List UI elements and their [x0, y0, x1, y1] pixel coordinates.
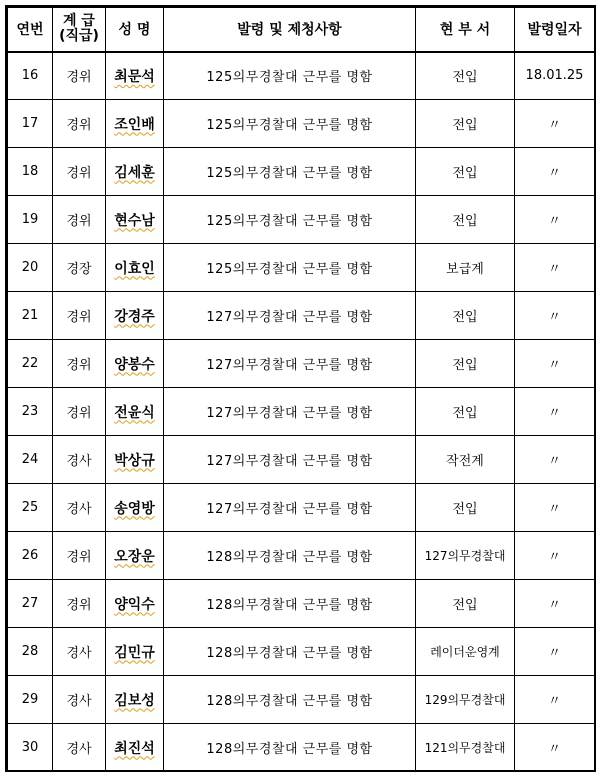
cell-name-text: 현수남 [114, 212, 155, 229]
cell-name-text: 김세훈 [114, 164, 155, 181]
table-row [8, 532, 595, 580]
cell-order-text: 127의무경찰대 근무를 명함 [206, 406, 373, 421]
cell-date [515, 436, 595, 484]
cell-order-text: 127의무경찰대 근무를 명함 [206, 310, 373, 325]
cell-order-text: 125의무경찰대 근무를 명함 [206, 262, 373, 277]
table-row [8, 628, 595, 676]
cell-rank: 경위 [53, 292, 106, 340]
header-order: 발령 및 제청사항 [164, 8, 416, 52]
cell-order [164, 628, 416, 676]
cell-date-text: 18.01.25 [525, 68, 584, 84]
header-row [8, 8, 595, 52]
cell-name-text: 조인배 [114, 116, 155, 133]
cell-dept: 전입 [416, 340, 515, 388]
cell-dept: 작전계 [416, 436, 515, 484]
cell-dept: 전입 [416, 148, 515, 196]
table-row [8, 100, 595, 148]
table-row [8, 148, 595, 196]
cell-rank: 경사 [53, 628, 106, 676]
cell-name [106, 388, 164, 436]
cell-name [106, 484, 164, 532]
cell-rank: 경위 [53, 196, 106, 244]
cell-dept: 전입 [416, 292, 515, 340]
cell-name [106, 292, 164, 340]
cell-date-text: 〃 [547, 550, 561, 565]
cell-date [515, 148, 595, 196]
cell-order [164, 388, 416, 436]
cell-rank: 경사 [53, 724, 106, 772]
cell-seq: 21 [8, 292, 53, 340]
cell-seq: 28 [8, 628, 53, 676]
cell-order-text: 128의무경찰대 근무를 명함 [206, 550, 373, 565]
cell-name-text: 최문석 [114, 68, 155, 85]
table-row [8, 292, 595, 340]
table-row [8, 484, 595, 532]
header-rank [53, 8, 106, 52]
cell-dept: 레이더운영계 [416, 628, 515, 676]
cell-name-text: 전윤식 [114, 404, 155, 421]
cell-date [515, 628, 595, 676]
cell-order-text: 125의무경찰대 근무를 명함 [206, 118, 373, 133]
cell-rank: 경위 [53, 388, 106, 436]
cell-name [106, 532, 164, 580]
cell-seq: 19 [8, 196, 53, 244]
cell-order [164, 244, 416, 292]
personnel-order-document [5, 5, 596, 772]
cell-name [106, 52, 164, 100]
cell-name-text: 강경주 [114, 308, 155, 325]
cell-date [515, 724, 595, 772]
cell-date-text: 〃 [547, 454, 561, 469]
cell-date [515, 100, 595, 148]
cell-date [515, 196, 595, 244]
cell-order [164, 436, 416, 484]
cell-seq: 24 [8, 436, 53, 484]
cell-order-text: 127의무경찰대 근무를 명함 [206, 358, 373, 373]
cell-order-text: 125의무경찰대 근무를 명함 [206, 214, 373, 229]
cell-date [515, 292, 595, 340]
cell-date [515, 244, 595, 292]
cell-name-text: 최진석 [114, 740, 155, 757]
cell-order-text: 125의무경찰대 근무를 명함 [206, 166, 373, 181]
cell-date-text: 〃 [547, 358, 561, 373]
cell-rank: 경위 [53, 52, 106, 100]
table-row [8, 724, 595, 772]
header-date: 발령일자 [515, 8, 595, 52]
cell-order-text: 127의무경찰대 근무를 명함 [206, 502, 373, 517]
table-row [8, 580, 595, 628]
cell-dept: 전입 [416, 484, 515, 532]
cell-dept: 전입 [416, 196, 515, 244]
cell-order [164, 52, 416, 100]
cell-name [106, 580, 164, 628]
cell-dept: 보급계 [416, 244, 515, 292]
cell-name [106, 196, 164, 244]
cell-seq: 22 [8, 340, 53, 388]
cell-name-text: 송영방 [114, 500, 155, 517]
cell-order-text: 128의무경찰대 근무를 명함 [206, 598, 373, 613]
cell-order [164, 196, 416, 244]
table-row [8, 388, 595, 436]
cell-order [164, 724, 416, 772]
cell-date-text: 〃 [547, 406, 561, 421]
cell-date-text: 〃 [547, 742, 561, 757]
table-row [8, 676, 595, 724]
cell-dept: 127의무경찰대 [416, 532, 515, 580]
cell-name [106, 628, 164, 676]
cell-name-text: 양익수 [114, 596, 155, 613]
header-rank-line2: (직급) [59, 28, 99, 45]
cell-rank: 경사 [53, 484, 106, 532]
cell-name [106, 436, 164, 484]
cell-date [515, 580, 595, 628]
cell-order-text: 125의무경찰대 근무를 명함 [206, 70, 373, 86]
cell-rank: 경위 [53, 340, 106, 388]
cell-seq: 25 [8, 484, 53, 532]
cell-seq: 17 [8, 100, 53, 148]
cell-name [106, 100, 164, 148]
cell-date-text: 〃 [547, 262, 561, 277]
cell-dept: 전입 [416, 52, 515, 100]
table-row [8, 340, 595, 388]
table-body [8, 52, 595, 772]
cell-date-text: 〃 [547, 646, 561, 661]
cell-seq: 26 [8, 532, 53, 580]
cell-rank: 경사 [53, 676, 106, 724]
cell-date-text: 〃 [547, 214, 561, 229]
cell-name-text: 박상규 [114, 452, 155, 469]
cell-seq: 29 [8, 676, 53, 724]
header-dept: 현 부 서 [416, 8, 515, 52]
cell-order-text: 128의무경찰대 근무를 명함 [206, 742, 373, 757]
header-rank-line1: 계 급 [63, 13, 95, 30]
cell-rank: 경위 [53, 532, 106, 580]
cell-dept: 129의무경찰대 [416, 676, 515, 724]
cell-name [106, 724, 164, 772]
cell-rank: 경위 [53, 100, 106, 148]
cell-name [106, 148, 164, 196]
cell-order [164, 484, 416, 532]
cell-name-text: 김민규 [114, 644, 155, 661]
table-row [8, 52, 595, 100]
cell-name-text: 김보성 [114, 692, 155, 709]
cell-seq: 18 [8, 148, 53, 196]
cell-name [106, 676, 164, 724]
cell-order-text: 127의무경찰대 근무를 명함 [206, 454, 373, 469]
cell-order [164, 676, 416, 724]
cell-seq: 16 [8, 52, 53, 100]
cell-name [106, 244, 164, 292]
cell-seq: 27 [8, 580, 53, 628]
cell-order [164, 532, 416, 580]
cell-rank: 경장 [53, 244, 106, 292]
cell-dept: 전입 [416, 100, 515, 148]
cell-date [515, 532, 595, 580]
cell-seq: 20 [8, 244, 53, 292]
cell-date [515, 52, 595, 100]
cell-date-text: 〃 [547, 118, 561, 133]
cell-date [515, 676, 595, 724]
cell-dept: 전입 [416, 388, 515, 436]
table-row [8, 436, 595, 484]
cell-dept: 전입 [416, 580, 515, 628]
cell-order [164, 148, 416, 196]
cell-order [164, 340, 416, 388]
cell-date-text: 〃 [547, 694, 561, 709]
cell-seq: 23 [8, 388, 53, 436]
table-row [8, 244, 595, 292]
cell-date [515, 388, 595, 436]
cell-name-text: 오장운 [114, 548, 155, 565]
personnel-table [7, 7, 595, 772]
cell-order-text: 128의무경찰대 근무를 명함 [206, 694, 373, 709]
cell-order [164, 292, 416, 340]
header-seq: 연번 [8, 8, 53, 52]
cell-date-text: 〃 [547, 166, 561, 181]
cell-name-text: 이효인 [114, 260, 155, 277]
cell-order-text: 128의무경찰대 근무를 명함 [206, 646, 373, 661]
cell-date [515, 340, 595, 388]
cell-date [515, 484, 595, 532]
cell-rank: 경위 [53, 580, 106, 628]
cell-date-text: 〃 [547, 502, 561, 517]
cell-seq: 30 [8, 724, 53, 772]
cell-date-text: 〃 [547, 310, 561, 325]
cell-rank: 경사 [53, 436, 106, 484]
cell-name [106, 340, 164, 388]
cell-rank: 경위 [53, 148, 106, 196]
header-name: 성 명 [106, 8, 164, 52]
cell-dept: 121의무경찰대 [416, 724, 515, 772]
cell-order [164, 580, 416, 628]
cell-order [164, 100, 416, 148]
cell-date-text: 〃 [547, 598, 561, 613]
table-row [8, 196, 595, 244]
cell-name-text: 양봉수 [114, 356, 155, 373]
